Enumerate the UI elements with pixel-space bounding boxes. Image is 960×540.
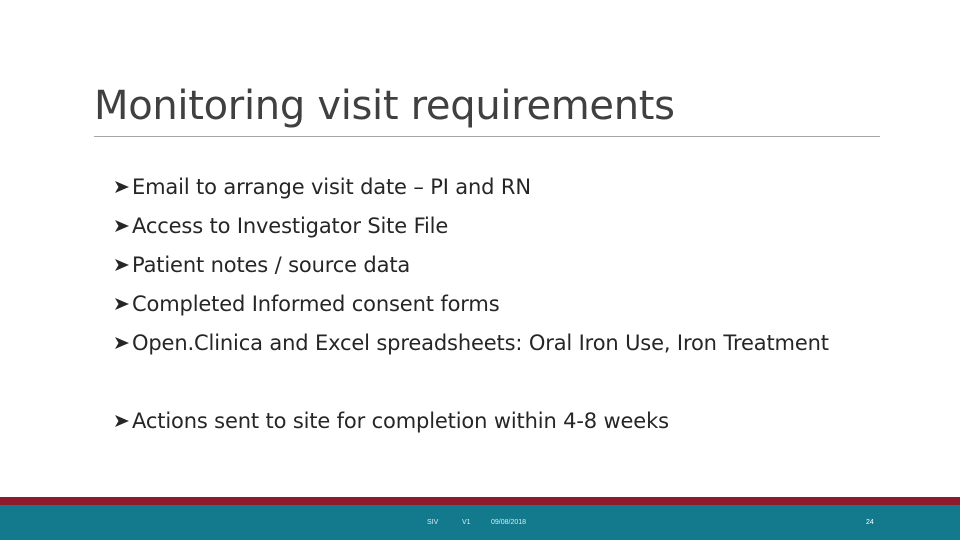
bullet-item xyxy=(112,247,829,286)
title-divider xyxy=(94,136,880,137)
bullet-text: Completed Informed consent forms xyxy=(132,292,500,316)
footer-bar xyxy=(0,505,960,540)
bullet-text: Patient notes / source data xyxy=(132,253,411,277)
arrow-bullet-icon xyxy=(112,216,132,236)
bullet-item xyxy=(112,325,829,364)
footer-author: SIV xyxy=(427,519,439,526)
bullet-text: Email to arrange visit date – PI and RN xyxy=(132,175,531,199)
bullet-item xyxy=(112,286,829,325)
footer-version: V1 xyxy=(462,519,471,526)
footer-accent-bar xyxy=(0,497,960,505)
bullet-item xyxy=(112,403,829,442)
arrow-bullet-icon xyxy=(112,294,132,314)
bullet-text: Actions sent to site for completion within 4-8 weeks xyxy=(132,409,669,433)
bullet-item xyxy=(112,169,829,208)
bullet-item xyxy=(112,208,829,247)
arrow-bullet-icon xyxy=(112,255,132,275)
bullet-text: Open.Clinica and Excel spreadsheets: Oral Iron Use, Iron Treatment xyxy=(132,331,829,355)
bullet-text: Access to Investigator Site File xyxy=(132,214,449,238)
slide-number: 24 xyxy=(866,519,874,526)
footer-date: 09/08/2018 xyxy=(491,519,527,526)
arrow-bullet-icon xyxy=(112,411,132,431)
arrow-bullet-icon xyxy=(112,333,132,353)
slide-title: Monitoring visit requirements xyxy=(94,83,675,129)
bullet-list xyxy=(112,169,829,442)
arrow-bullet-icon xyxy=(112,177,132,197)
